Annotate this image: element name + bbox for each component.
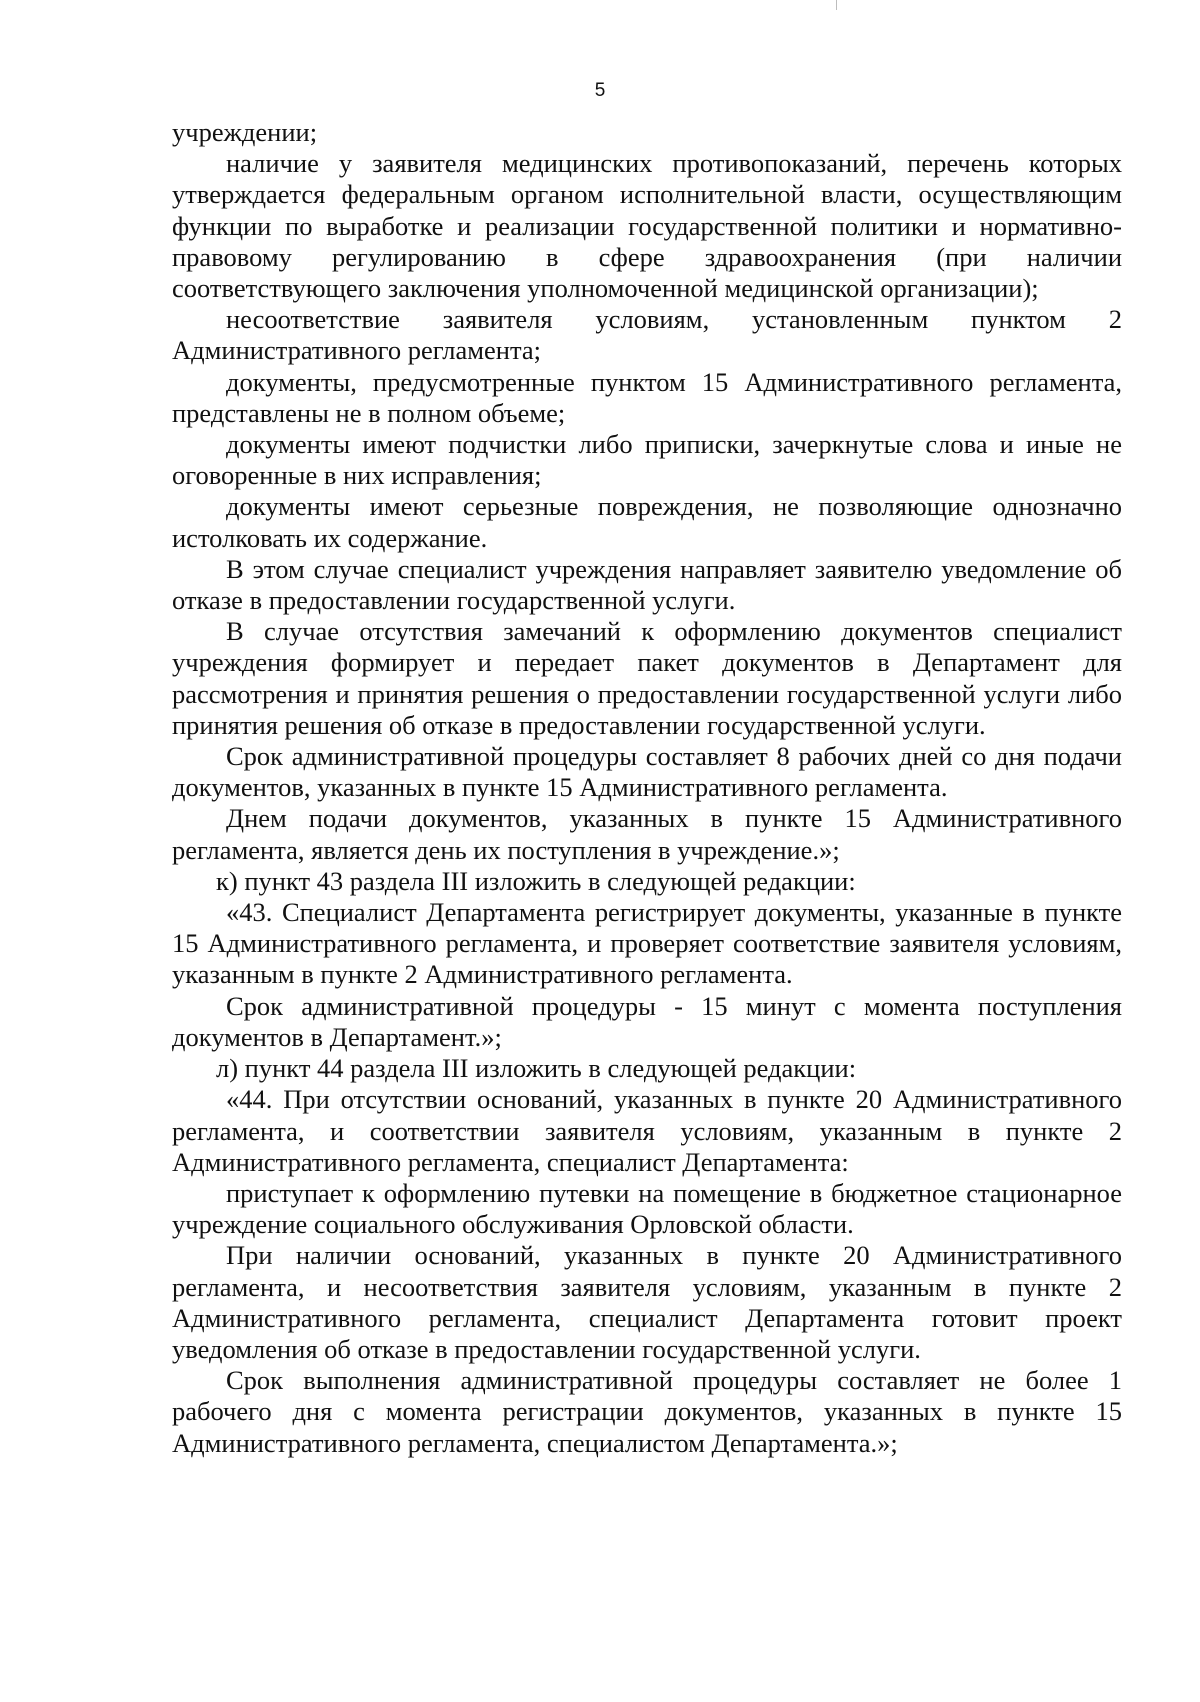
paragraph-5: документы имеют подчистки либо приписки, зачеркнутые слова и иные не оговоренные в них исправления; (172, 429, 1122, 491)
paragraph-4: документы, предусмотренные пунктом 15 Административного регламента, представлены не в полном объеме; (172, 366, 1122, 428)
document-body (172, 117, 1122, 1459)
paragraph-1: учреждении; (172, 117, 318, 147)
paragraph-13: Срок административной процедуры - 15 минут с момента поступления документов в Департамент.»; (172, 990, 1122, 1052)
paragraph-2: наличие у заявителя медицинских противопоказаний, перечень которых утверждается федеральным органом исполнительной власти, осуществляющим функции по выработке и реализации государственной политики и нормативно-правовому регулированию в сфере здравоохранения (при наличии соответствующего заключения уполномоченной медицинской организации); (172, 148, 1122, 304)
paragraph-7: В этом случае специалист учреждения направляет заявителю уведомление об отказе в предоставлении государственной услуги. (172, 553, 1122, 616)
paragraph-10: Днем подачи документов, указанных в пункте 15 Административного регламента, является день их поступления в учреждение.»; (172, 803, 1122, 865)
paragraph-14: л) пункт 44 раздела III изложить в следующей редакции: (216, 1053, 857, 1084)
paragraph-18: Срок выполнения административной процедуры составляет не более 1 рабочего дня с момента регистрации документов, указанных в пункте 15 Административного регламента, специалистом Департамента.»; (172, 1365, 1122, 1458)
paragraph-3: несоответствие заявителя условиям, установленным пунктом 2 Административного регламента; (172, 304, 1122, 366)
paragraph-12: «43. Специалист Департамента регистрирует документы, указанные в пункте 15 Административного регламента, и проверяет соответствие заявителя условиям, указанным в пункте 2 Административного регламента. (172, 897, 1122, 990)
paragraph-16: приступает к оформлению путевки на помещение в бюджетное стационарное учреждение социального обслуживания Орловской области. (172, 1177, 1122, 1240)
paragraph-6: документы имеют серьезные повреждения, не позволяющие однозначно истолковать их содержание. (172, 491, 1122, 553)
scan-artifact-line (836, 0, 837, 10)
paragraph-15: «44. При отсутствии оснований, указанных в пункте 20 Административного регламента, и соответствии заявителя условиям, указанным в пункте 2 Административного регламента, специалист Департамента: (172, 1084, 1122, 1177)
paragraph-9: Срок административной процедуры составляет 8 рабочих дней со дня подачи документов, указанных в пункте 15 Административного регламента. (172, 741, 1122, 803)
paragraph-8: В случае отсутствия замечаний к оформлению документов специалист учреждения формирует и передает пакет документов в Департамент для рассмотрения и принятия решения о предоставлении государственной услуги либо принятия решения об отказе в предоставлении государственной услуги. (172, 616, 1122, 740)
paragraph-11: к) пункт 43 раздела III изложить в следующей редакции: (216, 865, 856, 896)
page-number: 5 (594, 80, 606, 101)
paragraph-17: При наличии оснований, указанных в пункте 20 Административного регламента, и несоответствия заявителя условиям, указанным в пункте 2 Административного регламента, специалист Департамента готовит проект уведомления об отказе в предоставлении государственной услуги. (172, 1240, 1122, 1364)
